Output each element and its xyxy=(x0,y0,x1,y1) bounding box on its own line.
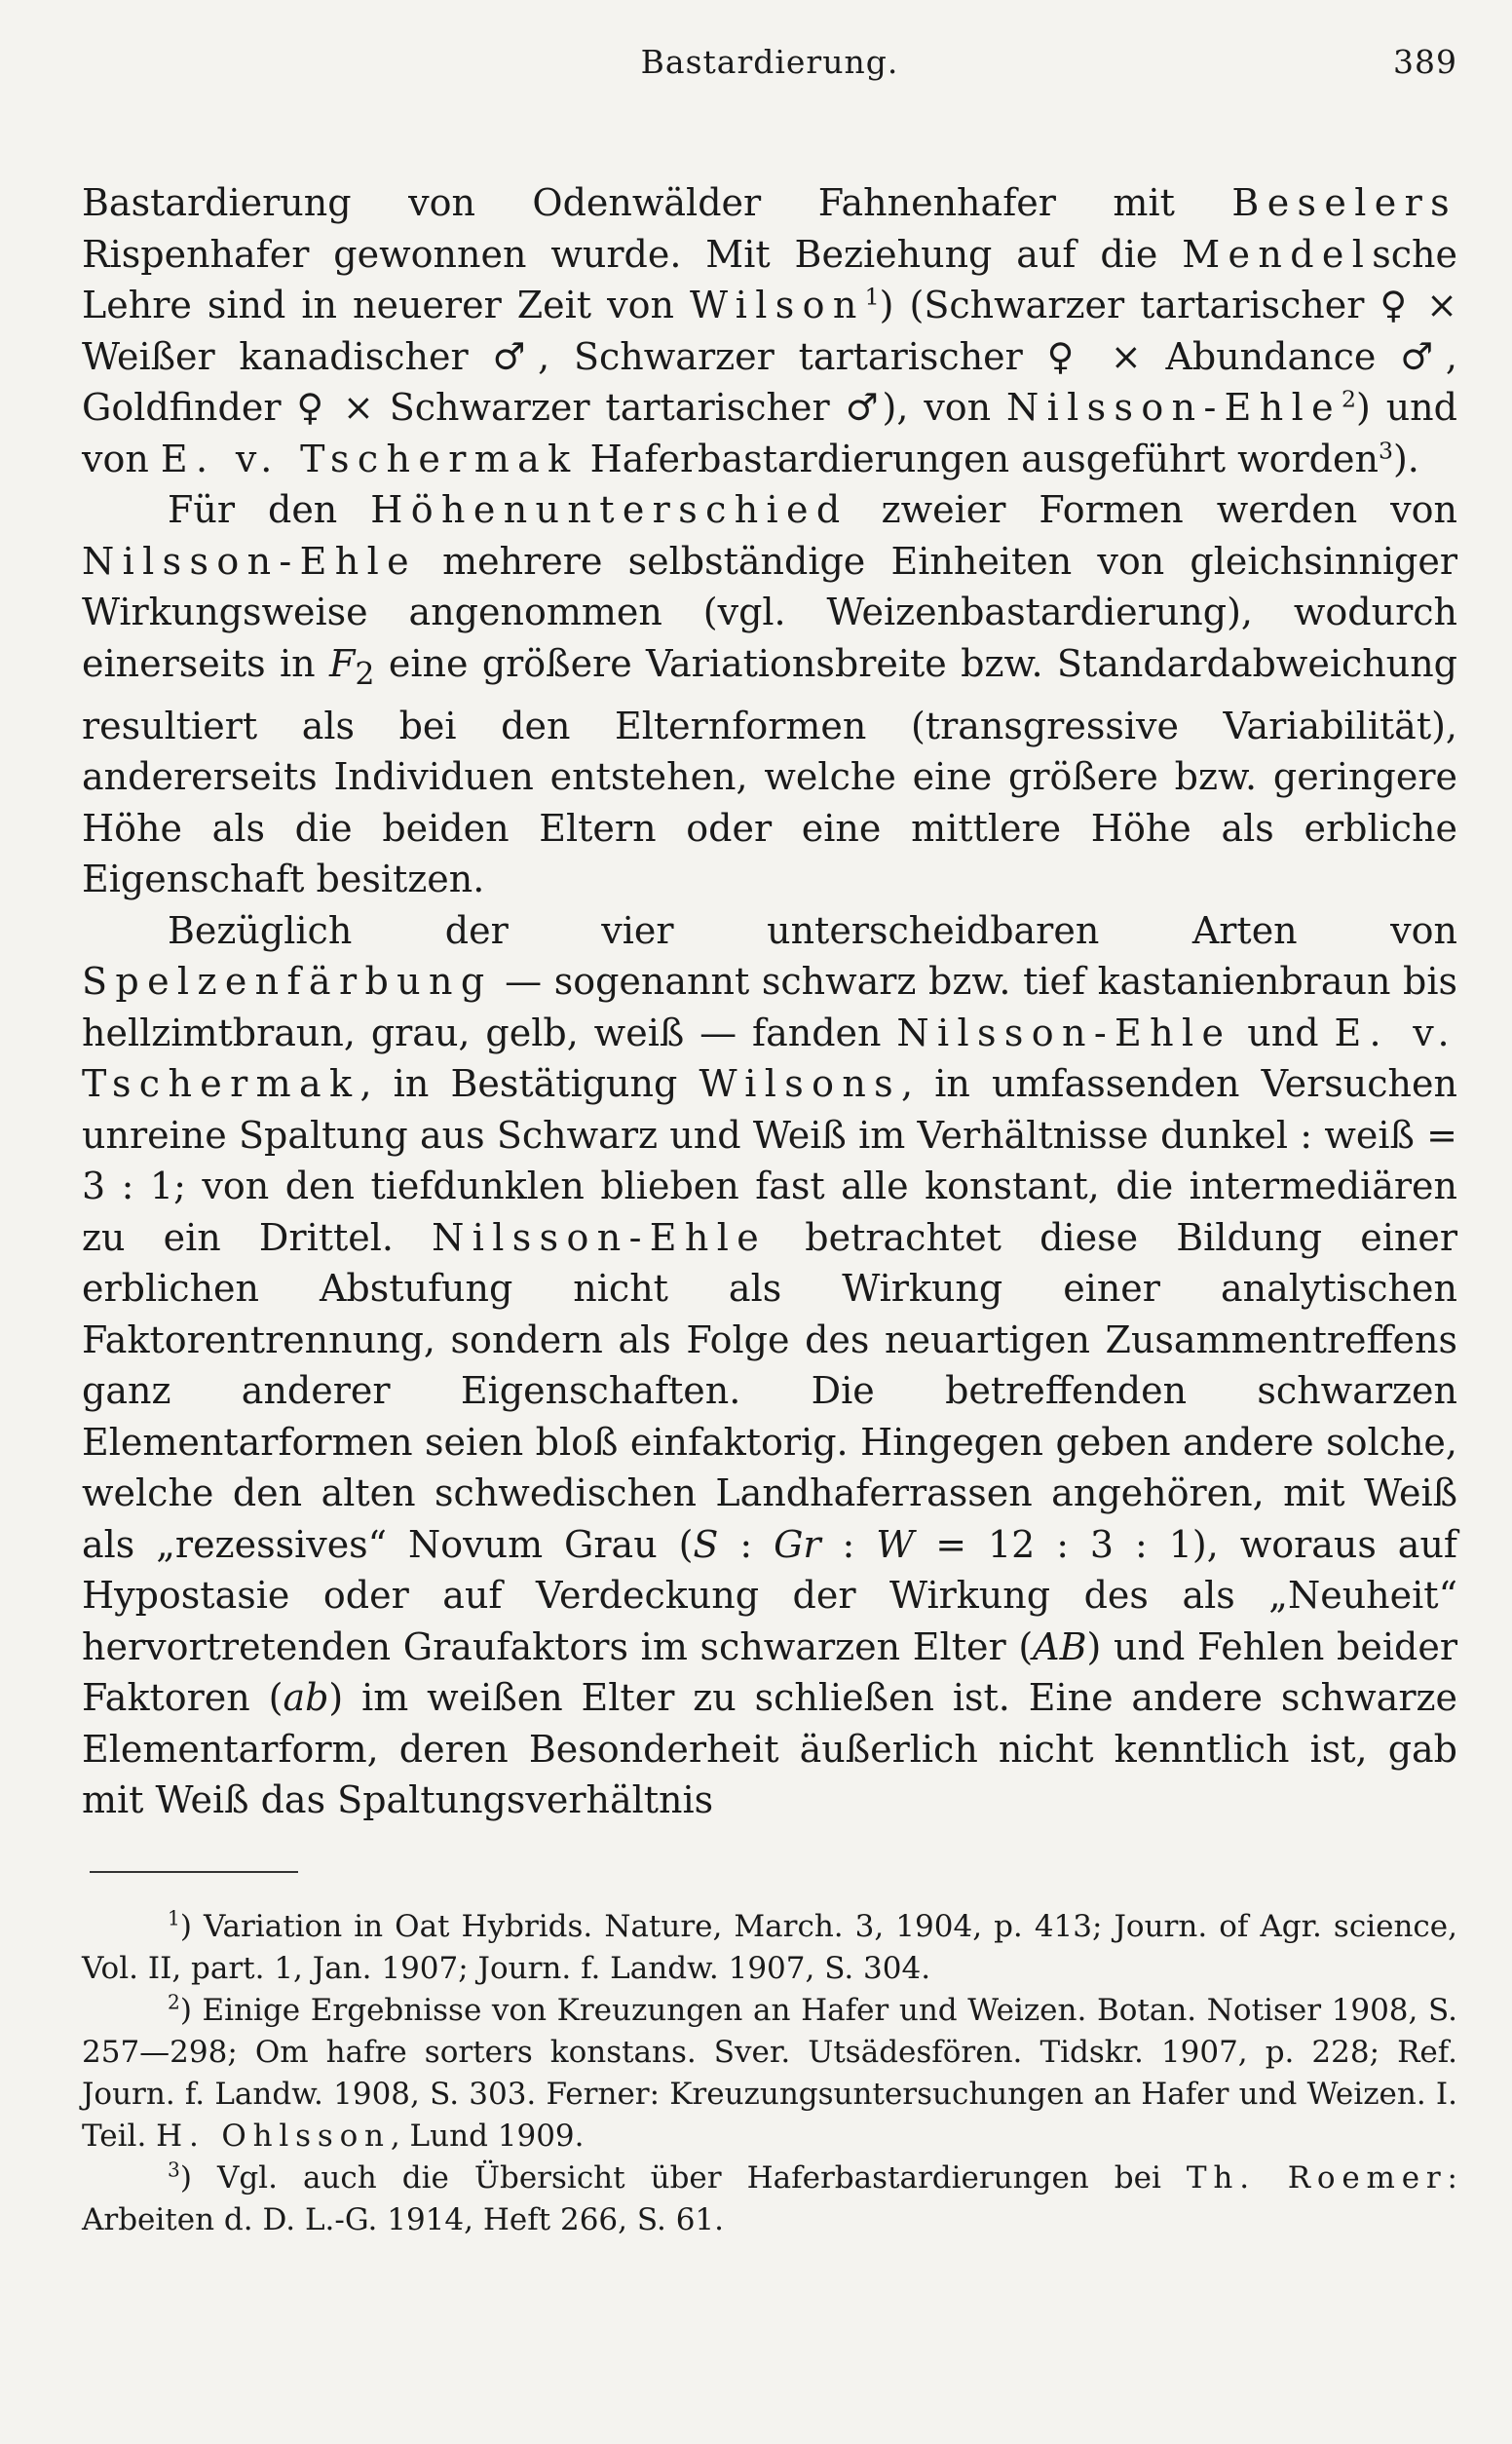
footnote-text: ) Einige Ergebnisse von Kreuzungen an Hafer und Weizen. Botan. Notiser 1908, S. 257—298; Om hafre sorters konstans. Sver. Utsädesfören. Tidskr. 1907, p. 228; Ref. Journ. f. Landw. 1908, S. 303. Ferner: Kreuzungsuntersuchungen an Hafer und Weizen. I. Teil. xyxy=(82,1992,1457,2154)
italic-symbol: F xyxy=(329,641,356,685)
spaced-name: Nilsson-Ehle xyxy=(432,1215,768,1259)
text-run: : xyxy=(718,1522,775,1566)
footnote-1 xyxy=(82,1906,1457,1990)
paragraph-2 xyxy=(82,484,1457,905)
spaced-name: Wilsons xyxy=(699,1062,902,1106)
italic-symbol: AB xyxy=(1033,1624,1087,1668)
footnotes xyxy=(82,1906,1457,2241)
spaced-name: E. v. Tschermak xyxy=(160,437,579,480)
spaced-name: E. v. Tschermak xyxy=(82,1011,1457,1106)
footnote-ref: 3 xyxy=(1378,436,1393,464)
spaced-term: Spelzenfärbung xyxy=(82,960,493,1004)
footnote-text: : Arbeiten d. D. L.-G. 1914, Heft 266, S. 61. xyxy=(82,2159,1457,2237)
spaced-name: Beselers xyxy=(1231,181,1457,224)
footnote-divider xyxy=(90,1871,298,1873)
text-run: eine größere Variationsbreite bzw. Standardabweichung resultiert als bei den Elternformen (transgressive Variabilität), andererseits Individuen entstehen, welche eine größere bzw. geringere Höhe als die beiden Eltern oder eine mittlere Höhe als erbliche Eigenschaft besitzen. xyxy=(82,641,1458,901)
spaced-name: Nilsson-Ehle xyxy=(896,1011,1232,1054)
text-run: Für den xyxy=(168,488,371,531)
spaced-name: Mendel xyxy=(1182,232,1373,276)
footnote-mark: 2 xyxy=(168,1990,180,2014)
main-text xyxy=(82,177,1457,1826)
text-run: Bezüglich der vier unterscheidbaren Arten von xyxy=(168,908,1457,952)
text-run: ) und Fehlen beider Faktoren ( xyxy=(82,1624,1457,1720)
footnote-mark: 3 xyxy=(168,2158,180,2182)
text-run: Bastardierung von Odenwälder Fahnenhafer mit xyxy=(82,181,1232,224)
footnote-3 xyxy=(82,2158,1457,2241)
text-run: : xyxy=(820,1522,877,1566)
text-run: betrachtet diese Bildung einer erblichen Abstufung nicht als Wirkung einer analytischen Faktorentrennung, sondern als Folge des neuartigen Zusammentreffens ganz anderer Eigenschaften. Die betreffenden schwarzen Elementarformen seien bloß einfaktorig. Hingegen geben andere solche, welche den alten schwedischen Landhaferrassen angehören, mit Weiß als „rezessives“ Novum Grau ( xyxy=(82,1215,1457,1566)
text-run: ) und von xyxy=(82,386,1457,480)
footnote-text: ) Vgl. auch die Übersicht über Haferbastardierungen bei xyxy=(179,2159,1187,2196)
page-header xyxy=(82,43,1457,97)
italic-symbol: ab xyxy=(283,1676,329,1720)
spaced-name: Nilsson-Ehle xyxy=(82,539,417,583)
text-run: ). xyxy=(1392,437,1419,480)
footnote-ref: 1 xyxy=(864,283,880,311)
paragraph-1 xyxy=(82,177,1457,484)
spaced-name: Th. Roemer xyxy=(1186,2159,1448,2196)
italic-symbol: S xyxy=(693,1522,719,1566)
footnote-text: , Lund 1909. xyxy=(390,2118,585,2154)
page-number: 389 xyxy=(1393,43,1457,81)
footnote-mark: 1 xyxy=(168,1906,180,1930)
text-run: sche Lehre sind in neuerer Zeit von xyxy=(82,232,1457,326)
text-run: und xyxy=(1231,1011,1335,1054)
text-run: ) im weißen Elter zu schließen ist. Eine andere schwarze Elementarform, deren Besonderheit äußerlich nicht kenntlich ist, gab mit Weiß das Spaltungsverhältnis xyxy=(82,1676,1457,1822)
running-title: Bastardierung. xyxy=(640,43,899,81)
italic-symbol: Gr xyxy=(774,1522,821,1566)
footnote-ref: 2 xyxy=(1341,385,1356,413)
text-run: Haferbastardierungen ausgeführt worden xyxy=(578,437,1379,480)
spaced-term: Höhenunterschied xyxy=(370,488,849,531)
spaced-name: Wilson xyxy=(689,284,865,326)
subscript: 2 xyxy=(355,657,375,693)
text-run: ) (Schwarzer tartarischer ♀ × Weißer kanadischer ♂, Schwarzer tartarischer ♀ × Abundance ♂, Goldfinder ♀ × Schwarzer tartarischer ♂), von xyxy=(82,284,1458,429)
spaced-name: H. Ohlsson xyxy=(156,2118,391,2154)
footnote-text: ) Variation in Oat Hybrids. Nature, March. 3, 1904, p. 413; Journ. of Agr. science, Vol. II, part. 1, Jan. 1907; Journ. f. Landw. 1907, S. 304. xyxy=(82,1908,1457,1986)
text-run: mehrere selbständige Einheiten von gleichsinniger Wirkungsweise angenommen (vgl. Weizenbastardierung), wodurch einerseits in xyxy=(82,539,1457,685)
footnote-2 xyxy=(82,1990,1457,2158)
spaced-name: Nilsson-Ehle xyxy=(1006,386,1342,429)
text-run: Rispenhafer gewonnen wurde. Mit Beziehung auf die xyxy=(82,232,1183,276)
text-run: = 12 : 3 : 1), woraus auf Hypostasie oder auf Verdeckung der Wirkung des als „Neuheit“ hervortretenden Graufaktors im schwarzen Elter ( xyxy=(82,1522,1457,1668)
paragraph-3 xyxy=(82,905,1457,1826)
text-run: , in umfassenden Versuchen unreine Spaltung aus Schwarz und Weiß im Verhältnisse dunkel : weiß = 3 : 1; von den tiefdunklen blieben fast alle konstant, die intermediären zu ein Drittel. xyxy=(82,1062,1457,1259)
text-run: , in Bestätigung xyxy=(359,1062,699,1106)
italic-symbol: W xyxy=(876,1522,915,1566)
text-run: — sogenannt schwarz bzw. tief kastanienbraun bis hellzimtbraun, grau, gelb, weiß — fanden xyxy=(82,960,1457,1054)
text-run: zweier Formen werden von xyxy=(848,488,1457,531)
